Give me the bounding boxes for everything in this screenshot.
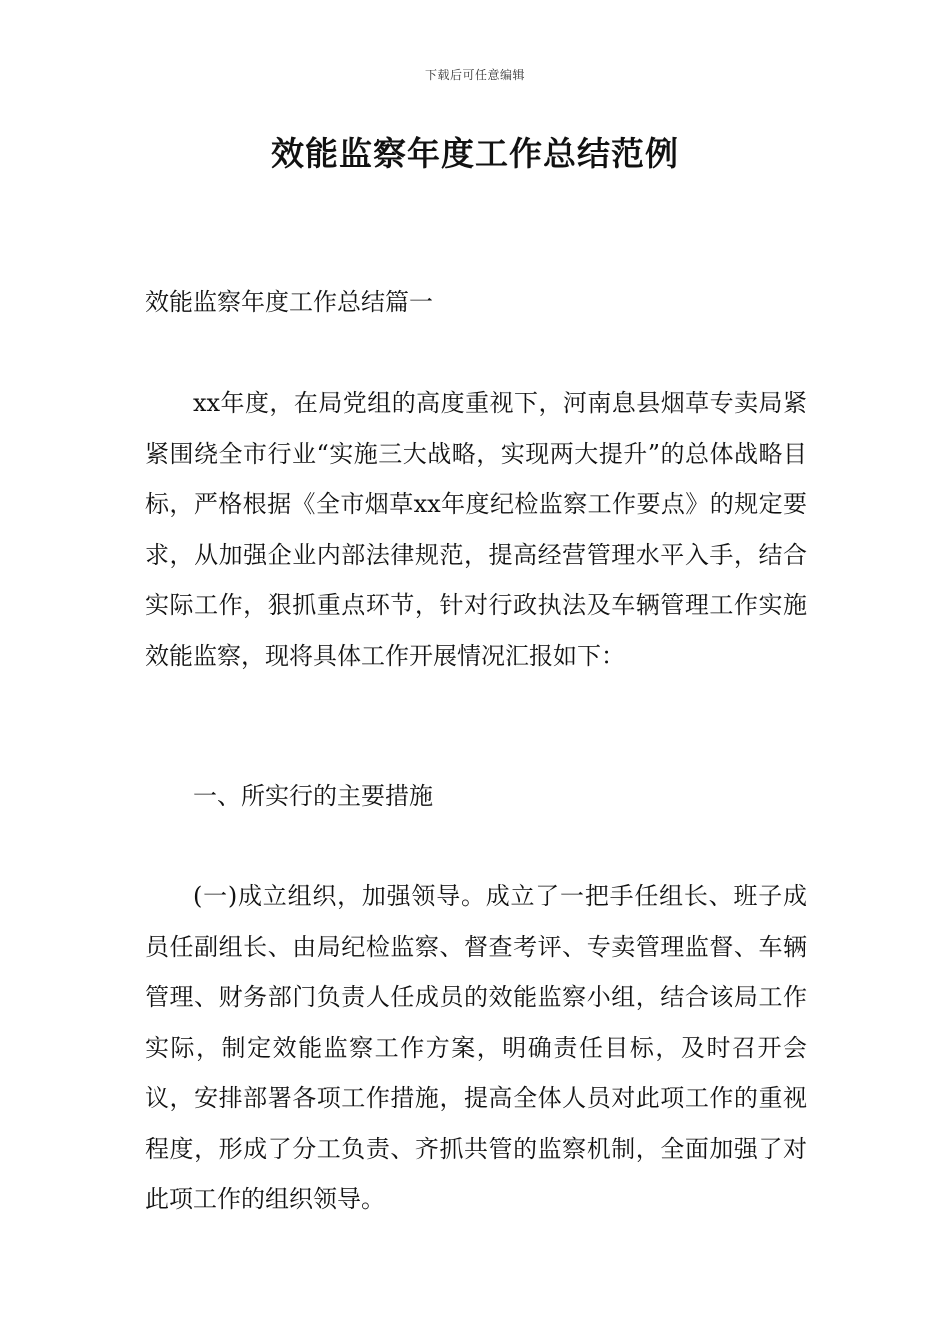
intro-paragraph: xx年度，在局党组的高度重视下，河南息县烟草专卖局紧紧围绕全市行业“实施三大战略，实现两大提升”的总体战略目标，严格根据《全市烟草xx年度纪检监察工作要点》的规定要求，从加强企业内部法律规范，提高经营管理水平入手，结合实际工作，狠抓重点环节，针对行政执法及车辆管理工作实施效能监察，现将具体工作开展情况汇报如下： (145, 389, 807, 670)
subsection-heading: 一、所实行的主要措施 (193, 782, 433, 810)
measure-paragraph: (一)成立组织，加强领导。成立了一把手任组长、班子成员任副组长、由局纪检监察、督查考评、专卖管理监督、车辆管理、财务部门负责人任成员的效能监察小组，结合该局工作实际，制定效能监察工作方案，明确责任目标，及时召开会议，安排部署各项工作措施，提高全体人员对此项工作的重视程度，形成了分工负责、齐抓共管的监察机制，全面加强了对此项工作的组织领导。 (145, 882, 807, 1213)
section-title: 效能监察年度工作总结篇一 (145, 288, 433, 316)
header-note: 下载后可任意编辑 (424, 68, 525, 82)
document-title: 效能监察年度工作总结范例 (271, 134, 679, 173)
